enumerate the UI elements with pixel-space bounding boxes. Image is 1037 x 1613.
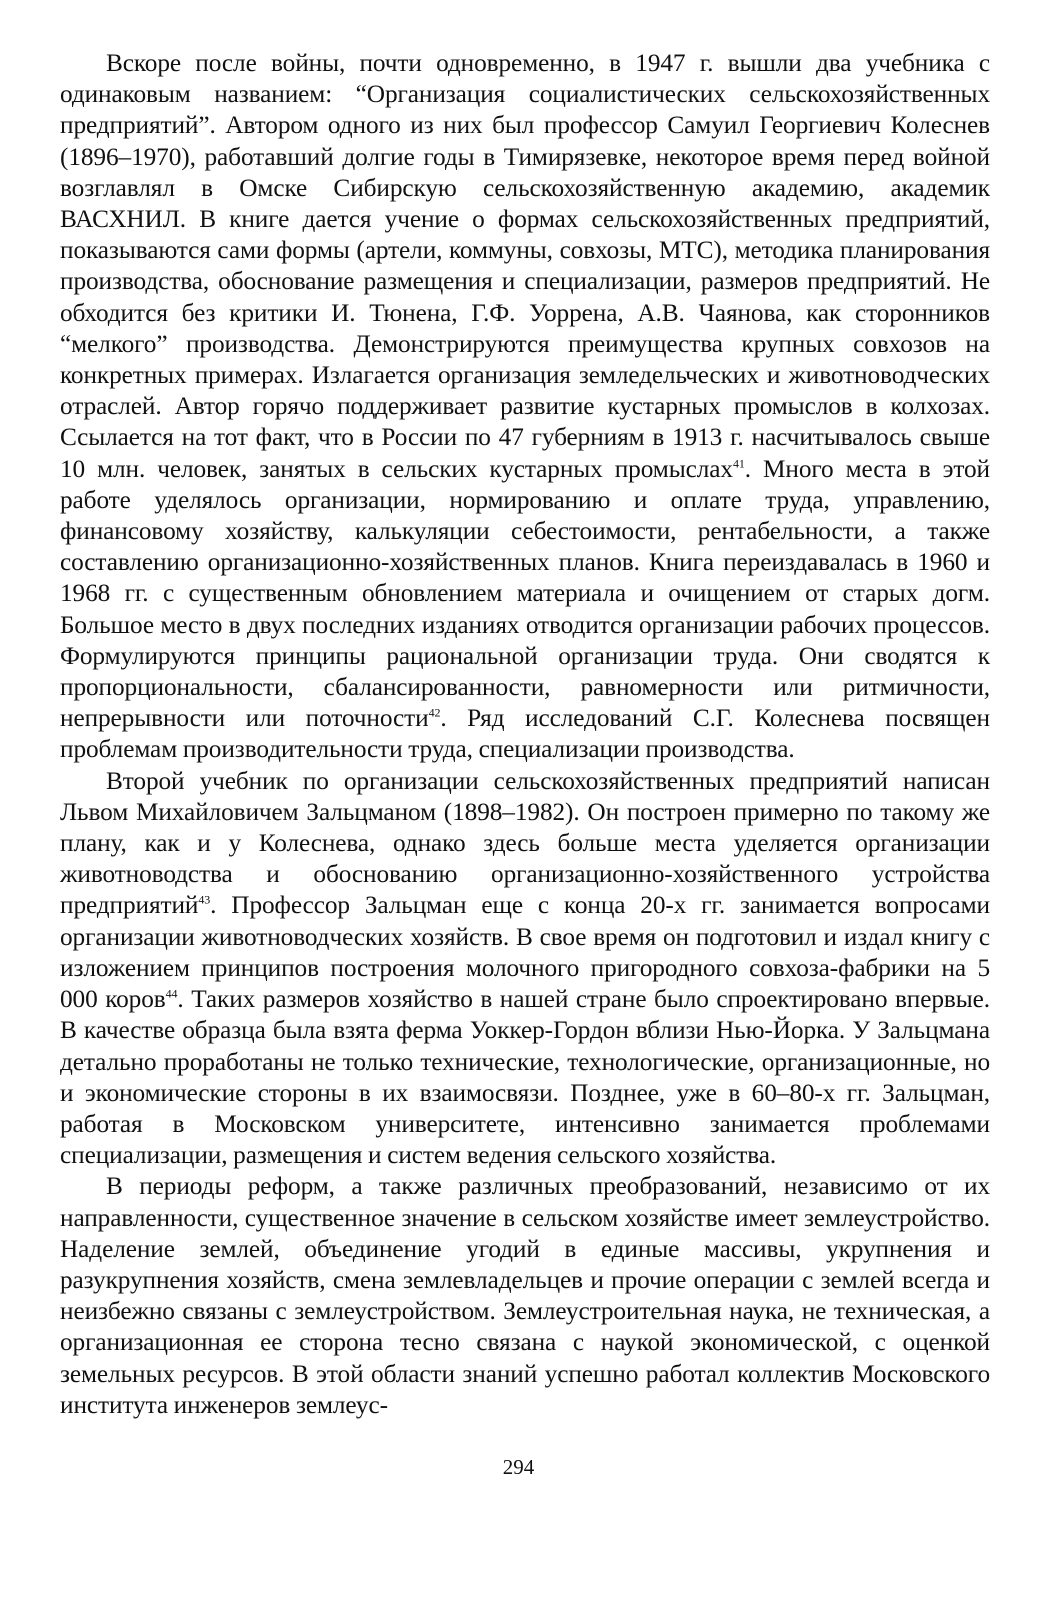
footnote-ref-44: 44 (165, 986, 178, 1001)
paragraph-2-text-2: . Профессор Зальцман еще с конца 20-х гг. занимается вопросами организации животноводческих хозяйств. В свое время он подготовил и издал книгу с изложением принципов построения молочного пригородного совхоза-фабрики на 5 000 коров (60, 891, 990, 1014)
paragraph-3 (60, 1171, 990, 1421)
footnote-ref-42: 42 (428, 705, 441, 720)
page-body (60, 48, 990, 1421)
paragraph-1-text-1: Вскоре после войны, почти одновременно, в 1947 г. вышли два учебника с одинаковым названием: “Организация социалистических сельскохозяйственных предприятий”. Автором одного из них был профессор Самуил Георгиевич Колеснев (1896–1970), работавший долгие годы в Тимирязевке, некоторое время перед войной возглавлял в Омске Сибирскую сельскохозяйственную академию, академик ВАСХНИЛ. В книге дается учение о формах сельскохозяйственных предприятий, показываются сами формы (артели, коммуны, совхозы, МТС), методика планирования производства, обоснование размещения и специализации, размеров предприятий. Не обходится без критики И. Тюнена, Г.Ф. Уоррена, А.В. Чаянова, как сторонников “мелкого” производства. Демонстрируются преимущества крупных совхозов на конкретных примерах. Излагается организация земледельческих и животноводческих отраслей. Автор горячо поддерживает развитие кустарных промыслов в колхозах. Ссылается на тот факт, что в России по 47 губерниям в 1913 г. насчитывалось свыше 10 млн. человек, занятых в сельских кустарных промыслах (60, 49, 990, 483)
paragraph-1 (60, 48, 990, 766)
paragraph-1-text-3: . Ряд исследований С.Г. Колеснева посвящен проблемам производительности труда, специализации производства. (60, 704, 990, 764)
footnote-ref-43: 43 (198, 893, 211, 908)
paragraph-1-text-2: . Много места в этой работе уделялось организации, нормированию и оплате труда, управлению, финансовому хозяйству, калькуляции себестоимости, рентабельности, а также составлению организационно-хозяйственных планов. Книга переиздавалась в 1960 и 1968 гг. с существенным обновлением материала и очищением от старых догм. Большое место в двух последних изданиях отводится организации рабочих процессов. Формулируются принципы рациональной организации труда. Они сводятся к пропорциональности, сбалансированности, равномерности или ритмичности, непрерывности или поточности (60, 454, 990, 733)
paragraph-3-text-1: В периоды реформ, а также различных преобразований, независимо от их направленности, существенное значение в сельском хозяйстве имеет землеустройство. Наделение землей, объединение угодий в единые массивы, укрупнения и разукрупнения хозяйств, смена землевладельцев и прочие операции с землей всегда и неизбежно связаны с землеустройством. Землеустроительная наука, не техническая, а организационная ее сторона тесно связана с наукой экономической, с оценкой земельных ресурсов. В этой области знаний успешно работал коллектив Московского института инженеров землеус- (60, 1172, 990, 1419)
page-number: 294 (502, 1455, 535, 1479)
paragraph-2-text-1: Второй учебник по организации сельскохозяйственных предприятий написан Львом Михайловичем Зальцманом (1898–1982). Он построен примерно по такому же плану, как и у Колеснева, однако здесь больше места уделяется организации животноводства и обоснованию организационно-хозяйственного устройства предприятий (60, 766, 990, 920)
footnote-ref-41: 41 (732, 456, 745, 471)
paragraph-2-text-3: . Таких размеров хозяйство в нашей стране было спроектировано впервые. В качестве образца была взята ферма Уоккер-Гордон вблизи Нью-Йорка. У Зальцмана детально проработаны не только технические, технологические, организационные, но и экономические стороны в их взаимосвязи. Позднее, уже в 60–80-х гг. Зальцман, работая в Московском университете, интенсивно занимается проблемами специализации, размещения и систем ведения сельского хозяйства. (60, 985, 990, 1170)
paragraph-2 (60, 766, 990, 1172)
